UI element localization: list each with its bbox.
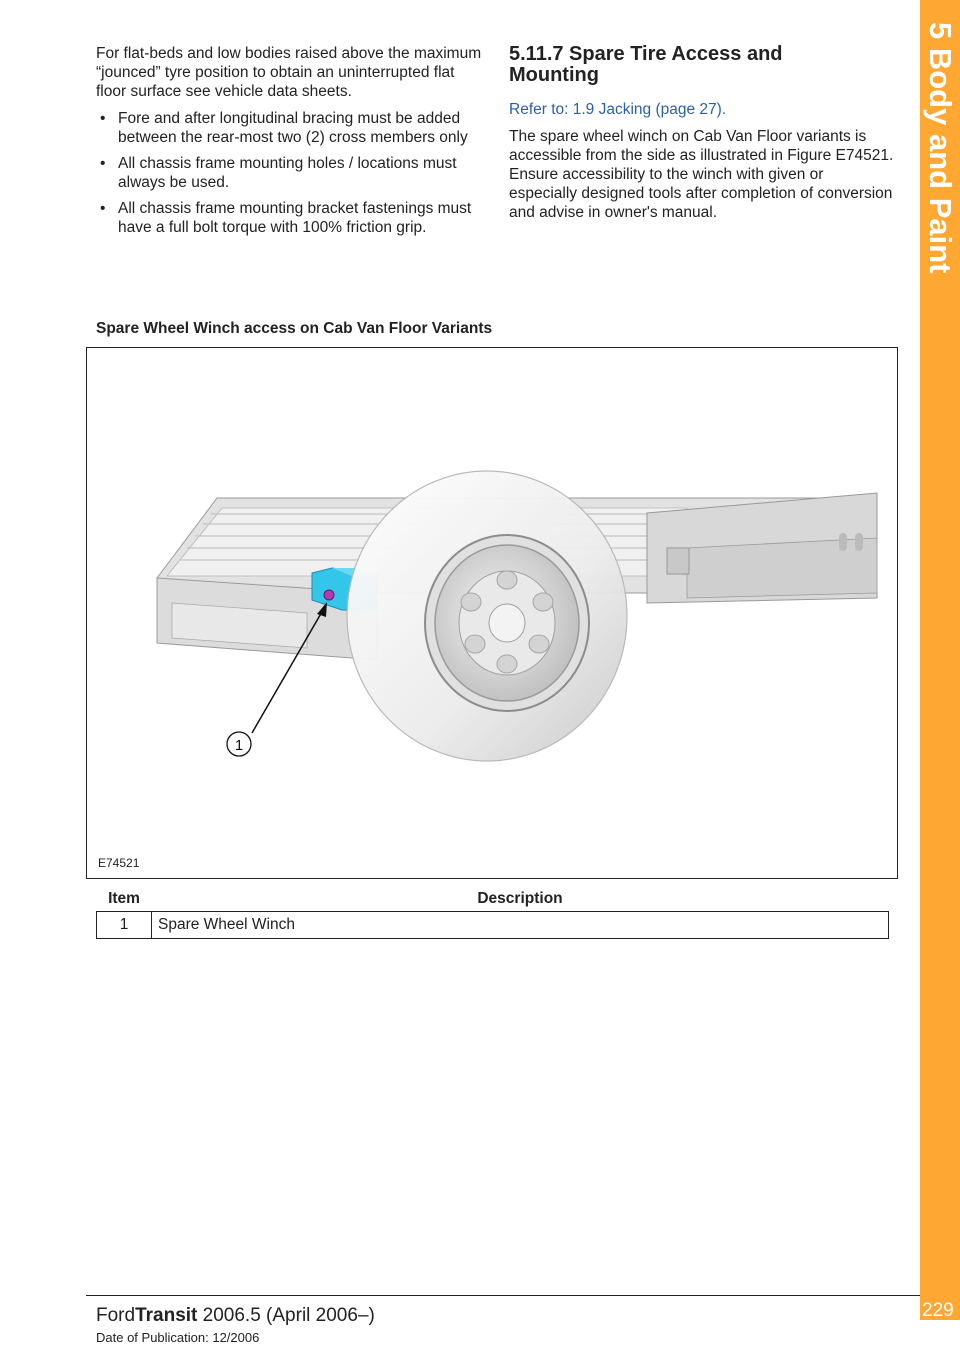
left-column: [96, 44, 482, 244]
section-tab-label: 5 Body and Paint: [923, 22, 958, 274]
table-header-item: Item: [108, 890, 140, 907]
body-paragraph: The spare wheel winch on Cab Van Floor variants is accessible from the side as illustrated in Figure E74521. Ensure accessibility to the winch with given or especially designed tools after completion of conversion and advise in owner's manual.: [509, 128, 894, 221]
right-column: [509, 44, 894, 222]
section-heading-line2: Mounting: [509, 64, 599, 86]
page-number: 229: [922, 1300, 954, 1321]
bullet-item: • All chassis frame mounting bracket fastenings must have a full bolt torque with 100% friction grip.: [96, 199, 482, 237]
section-heading-line1: 5.11.7 Spare Tire Access and: [509, 43, 783, 65]
table-row: [97, 912, 889, 939]
footer-edition: 2006.5 (April 2006–): [197, 1305, 375, 1326]
figure-title: Spare Wheel Winch access on Cab Van Floor Variants: [96, 320, 493, 337]
callout-number: 1: [234, 737, 244, 754]
bullet-item: • All chassis frame mounting holes / locations must always be used.: [96, 154, 482, 192]
footer-title: [96, 1305, 375, 1327]
cross-reference-link[interactable]: Refer to: 1.9 Jacking (page 27).: [509, 101, 727, 118]
figure-id: E74521: [98, 856, 140, 870]
footer-model: Transit: [135, 1305, 198, 1326]
footer-divider: [86, 1295, 920, 1296]
figure-frame: [86, 347, 898, 879]
bracing-bullet-list: [96, 109, 482, 237]
section-sidebar: [920, 0, 960, 1320]
chassis-illustration: [87, 348, 898, 879]
section-heading: [509, 44, 894, 86]
table-header-description: Description: [477, 890, 563, 907]
item-description-table: [96, 887, 889, 939]
bullet-item: • Fore and after longitudinal bracing must be added between the rear-most two (2) cross members only: [96, 109, 482, 147]
intro-paragraph: For flat-beds and low bodies raised above the maximum “jounced” tyre position to obtain an uninterrupted flat floor surface see vehicle data sheets.: [96, 45, 482, 100]
footer-brand: Ford: [96, 1305, 136, 1326]
table-cell-item: 1: [97, 912, 152, 939]
footer-publication-date: Date of Publication: 12/2006: [96, 1330, 260, 1345]
spare-tyre: [347, 471, 627, 761]
table-cell-description: Spare Wheel Winch: [152, 912, 889, 939]
